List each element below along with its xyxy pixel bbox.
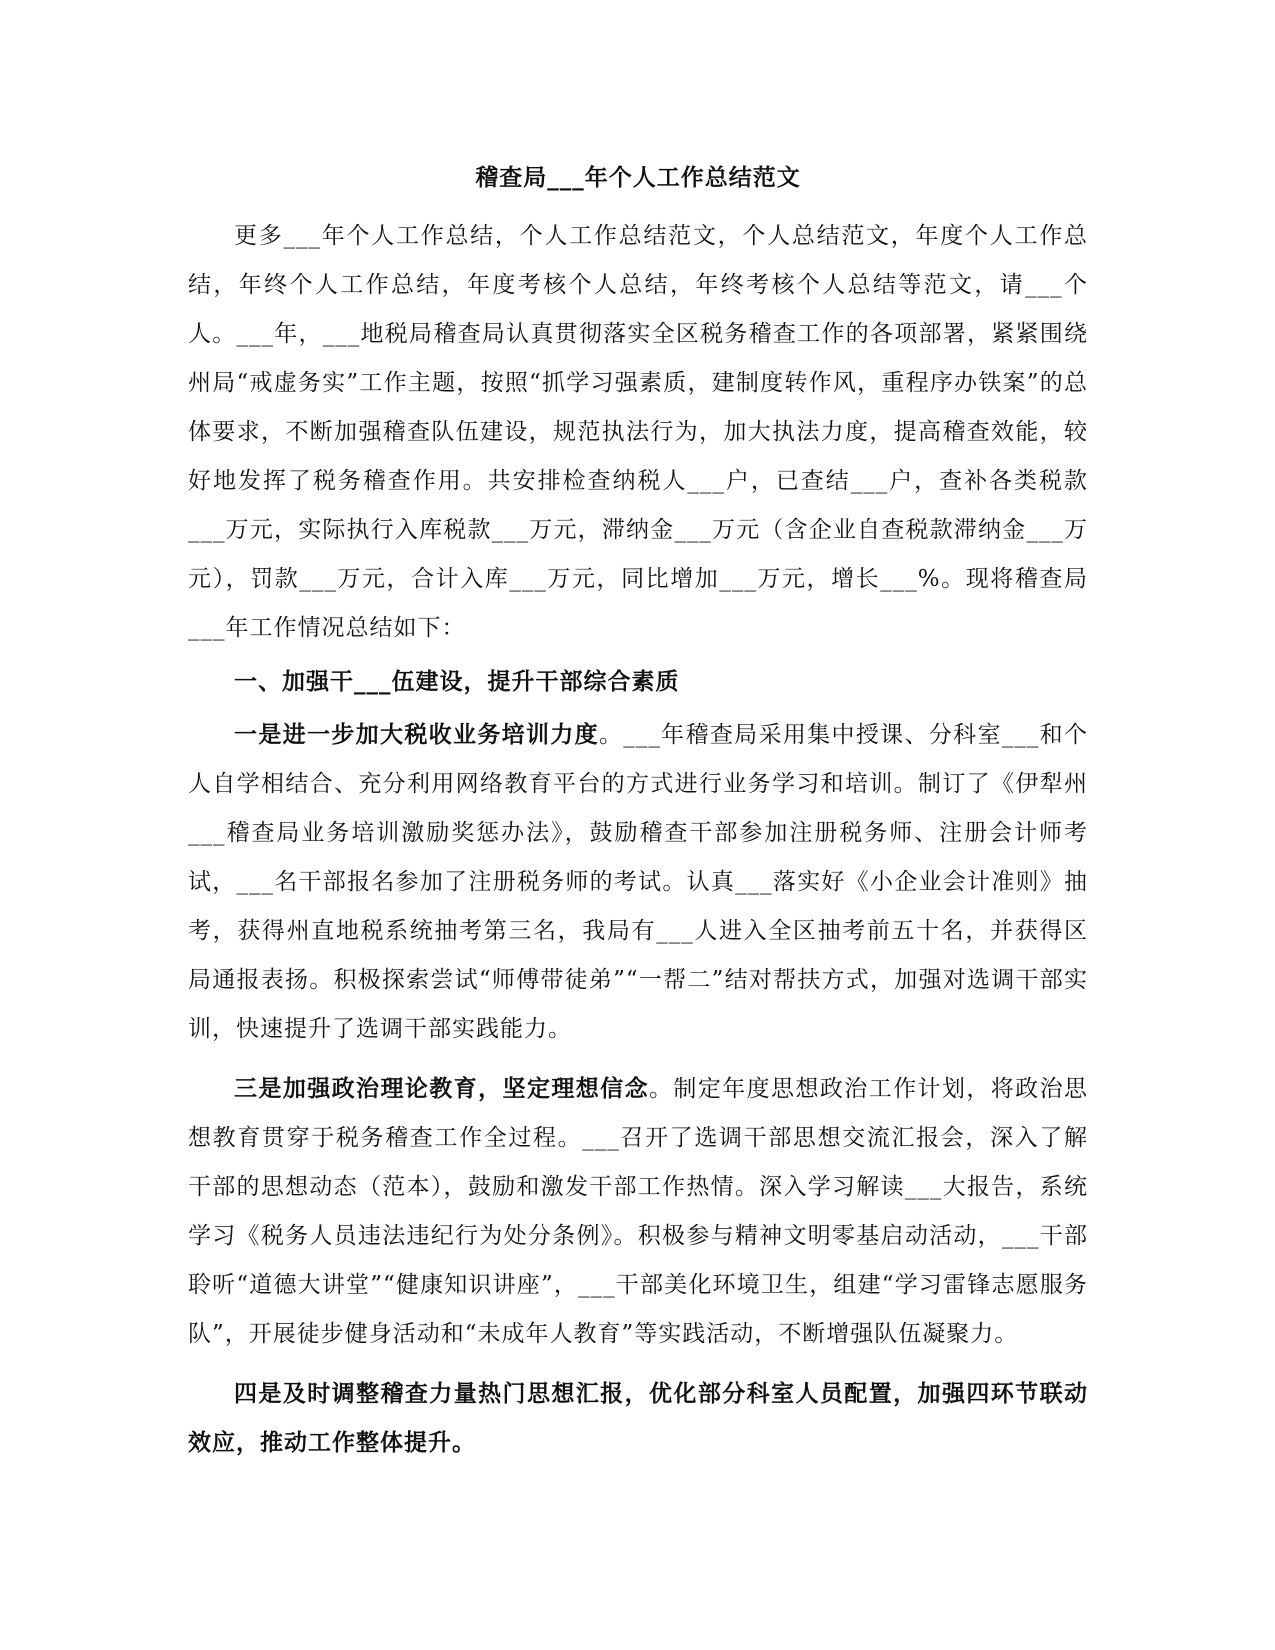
intro-paragraph: 更多___年个人工作总结，个人工作总结范文，个人总结范文，年度个人工作总结，年终个人工作总结，年度考核个人总结，年终考核个人总结等范文，请___个人。___年，___地税局稽查局认真贯彻落实全区税务稽查工作的各项部署，紧紧围绕州局“戒虚务实”工作主题，按照“抓学习强素质，建制度转作风，重程序办铁案”的总体要求，不断加强稽查队伍建设，规范执法行为，加大执法力度，提高稽查效能，较好地发挥了税务稽查作用。共安排检查纳税人___户，已查结___户，查补各类税款___万元，实际执行入库税款___万元，滞纳金___万元（含企业自查税款滞纳金___万元），罚款___万元，合计入库___万元，同比增加___万元，增长___%。现将稽查局___年工作情况总结如下： xyxy=(188,223,1089,641)
item-paragraph-1 xyxy=(188,710,1088,1054)
item-body-1: 。___年稽查局采用集中授课、分科室___和个人自学相结合、充分利用网络教育平台的方式进行业务学习和培训。制订了《伊犁州___稽查局业务培训激励奖惩办法》，鼓励稽查干部参加注册税务师、注册会计师考试，___名干部报名参加了注册税务师的考试。认真___落实好《小企业会计准则》抽考，获得州直地税系统抽考第三名，我局有___人进入全区抽考前五十名，并获得区局通报表扬。积极探索尝试“师傅带徒弟”“一帮二”结对帮扶方式，加强对选调干部实训，快速提升了选调干部实践能力。 xyxy=(188,722,1089,1042)
item-body-3: 。制定年度思想政治工作计划，将政治思想教育贯穿于税务稽查工作全过程。___召开了选调干部思想交流汇报会，深入了解干部的思想动态（范本），鼓励和激发干部工作热情。深入学习解读___大报告，系统学习《税务人员违法违纪行为处分条例》。积极参与精神文明零基启动活动，___干部聆听“道德大讲堂”“健康知识讲座”，___干部美化环境卫生，组建“学习雷锋志愿服务队”，开展徒步健身活动和“未成年人教育”等实践活动，不断增强队伍凝聚力。 xyxy=(188,1076,1089,1347)
document-page xyxy=(188,160,1088,1467)
document-title: 稽查局___年个人工作总结范文 xyxy=(475,164,801,191)
item-lead-1: 一是进一步加大税收业务培训力度 xyxy=(234,721,599,748)
section-heading-1: 一、加强干___伍建设，提升干部综合素质 xyxy=(234,668,680,695)
item-lead-3: 三是加强政治理论教育，坚定理想信念 xyxy=(234,1075,649,1102)
item-paragraph-4: 四是及时调整稽查力量热门思想汇报，优化部分科室人员配置，加强四环节联动效应，推动工作整体提升。 xyxy=(188,1380,1088,1456)
item-paragraph-3 xyxy=(188,1064,1088,1359)
